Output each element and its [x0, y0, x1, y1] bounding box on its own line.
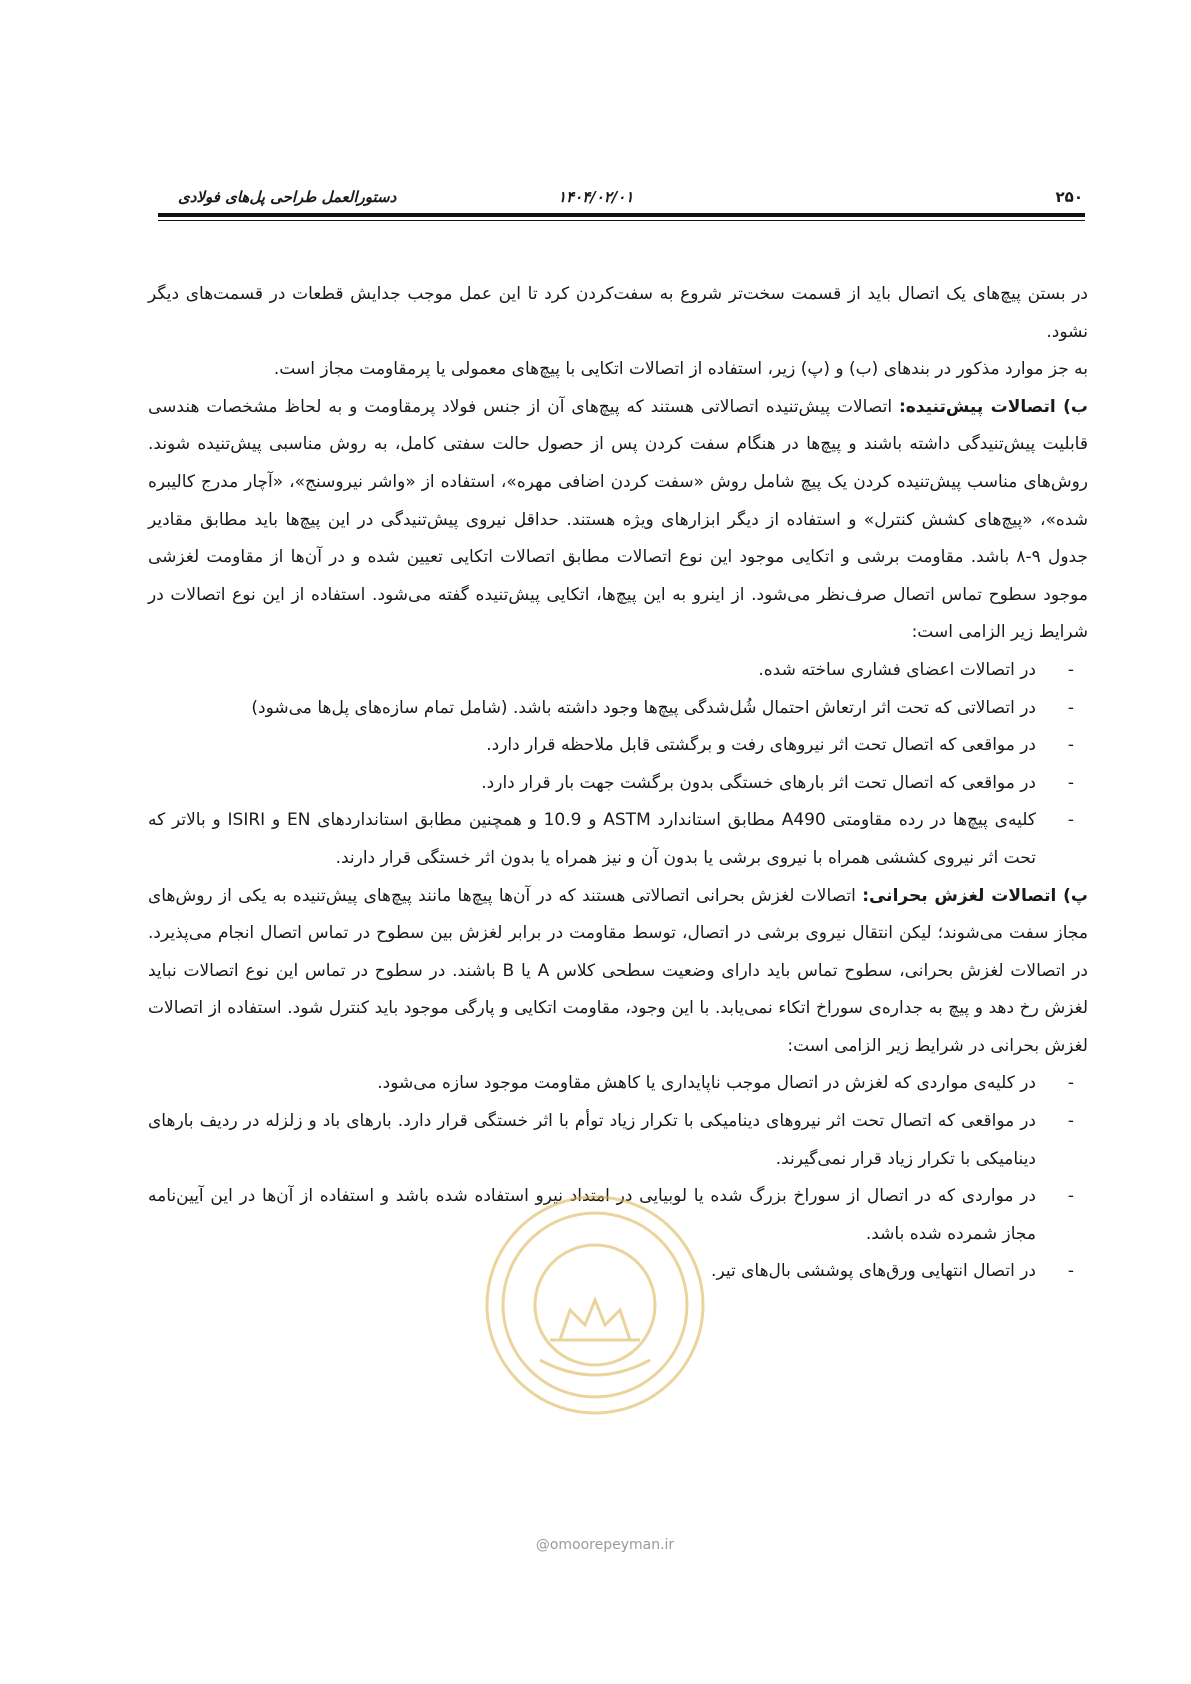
seal-watermark-icon: [480, 1190, 710, 1420]
section-b-list: [148, 652, 1088, 878]
list-item: - در مواقعی که اتصال تحت اثر بارهای خستگی بدون برگشت جهت بار قرار دارد.: [148, 765, 1088, 803]
list-item: - در مواقعی که اتصال تحت اثر نیروهای رفت و برگشتی قابل ملاحظه قرار دارد.: [148, 727, 1088, 765]
section-b-paragraph: [148, 389, 1088, 652]
section-b-heading: ب) اتصالات پیش‌تنیده:: [898, 396, 1089, 417]
list-item: - در اتصالاتی که تحت اثر ارتعاش احتمال شُل‌شدگی پیچ‌ها وجود داشته باشد. (شامل تمام سازه‌های پل‌ها می‌شود): [148, 690, 1088, 728]
document-body: [148, 276, 1088, 1291]
paragraph-intro-2: به جز موارد مذکور در بندهای (ب) و (پ) زیر، استفاده از اتصالات اتکایی با پیچ‌های معمولی یا پرمقاومت مجاز است.: [273, 359, 1088, 380]
list-item: - در اتصالات اعضای فشاری ساخته شده.: [148, 652, 1088, 690]
section-p-heading: پ) اتصالات لغزش بحرانی:: [862, 885, 1089, 906]
list-item: - کلیه‌ی پیچ‌ها در رده مقاومتی A490 مطابق استاندارد ASTM و 10.9 و همچنین مطابق استانداردهای EN و ISIRI و بالاتر که تحت اثر نیروی کششی همراه با نیروی برشی یا بدون آن و نیز همراه یا بدون اثر خستگی قرار دارند.: [148, 802, 1088, 877]
list-item: - در مواقعی که اتصال تحت اثر نیروهای دینامیکی با تکرار زیاد توأم با اثر خستگی قرار دارد. بارهای باد و زلزله در ردیف بارهای دینامیکی با تکرار زیاد قرار نمی‌گیرند.: [148, 1103, 1088, 1178]
header-rule-thin: [158, 220, 1085, 221]
section-p-paragraph: [148, 878, 1088, 1066]
header-title: دستورالعمل طراحی پل‌های فولادی: [178, 188, 397, 206]
header-rule-thick: [158, 213, 1085, 217]
watermark-text: @omoorepeyman.ir: [535, 1537, 675, 1553]
header-date: ۱۴۰۴/۰۲/۰۱: [558, 188, 634, 206]
paragraph-intro-1: در بستن پیچ‌های یک اتصال باید از قسمت سخت‌تر شروع به سفت‌کردن کرد تا این عمل موجب جدایش قطعات در قسمت‌های دیگر نشود.: [148, 284, 1088, 342]
section-p-body: اتصالات لغزش بحرانی اتصالاتی هستند که در آن‌ها پیچ‌ها مانند پیچ‌های پیش‌تنیده به یکی از روش‌های مجاز سفت می‌شوند؛ لیکن انتقال نیروی برشی در اتصال، توسط مقاومت در برابر لغزش بین سطوح در تماس اتصال انجام می‌پذیرد. در اتصالات لغزش بحرانی، سطوح تماس باید دارای وضعیت سطحی کلاس A یا B باشند. در سطوح در تماس این نوع اتصالات نباید لغزش رخ دهد و پیچ به جداره‌ی سوراخ اتکاء نمی‌یابد. با این وجود، مقاومت اتکایی و پارگی موجود باید کنترل شود. استفاده از اتصالات لغزش بحرانی در شرایط زیر الزامی است:: [148, 885, 1089, 1056]
page-header: [158, 184, 1085, 210]
list-item: - در مواردی که در اتصال از سوراخ بزرگ شده یا لوبیایی در امتداد نیرو استفاده شده باشد و استفاده از آن‌ها در این آیین‌نامه مجاز شمرده شده باشد.: [148, 1178, 1088, 1253]
list-item: - در اتصال انتهایی ورق‌های پوششی بال‌های تیر.: [148, 1253, 1088, 1291]
page-number: ۲۵۰: [1055, 188, 1083, 206]
list-item: - در کلیه‌ی مواردی که لغزش در اتصال موجب ناپایداری یا کاهش مقاومت موجود سازه می‌شود.: [148, 1065, 1088, 1103]
section-b-body: اتصالات پیش‌تنیده اتصالاتی هستند که پیچ‌های آن از جنس فولاد پرمقاومت و به لحاظ مشخصات هندسی قابلیت پیش‌تنیدگی داشته باشند و پیچ‌ها در هنگام سفت کردن پس از حصول حالت سفتی کامل، به روش مناسبی پیش‌تنیده شوند. روش‌های مناسب پیش‌تنیده کردن یک پیچ شامل روش «سفت کردن اضافی مهره»، استفاده از «واشر نیروسنج»، «آچار مدرج کالیبره شده»، «پیچ‌های کشش کنترل» و استفاده از دیگر ابزارهای ویژه هستند. حداقل نیروی پیش‌تنیدگی در این پیچ‌ها باید مطابق مقادیر جدول ۹-۸ باشد. مقاومت برشی و اتکایی موجود این نوع اتصالات مطابق اتصالات اتکایی تعیین شده و در آن‌ها از مقاومت لغزشی موجود سطوح تماس اتصال صرف‌نظر می‌شود. از اینرو به این پیچ‌ها، اتکایی پیش‌تنیده گفته می‌شود. استفاده از این نوع اتصالات در شرایط زیر الزامی است:: [148, 396, 1088, 643]
